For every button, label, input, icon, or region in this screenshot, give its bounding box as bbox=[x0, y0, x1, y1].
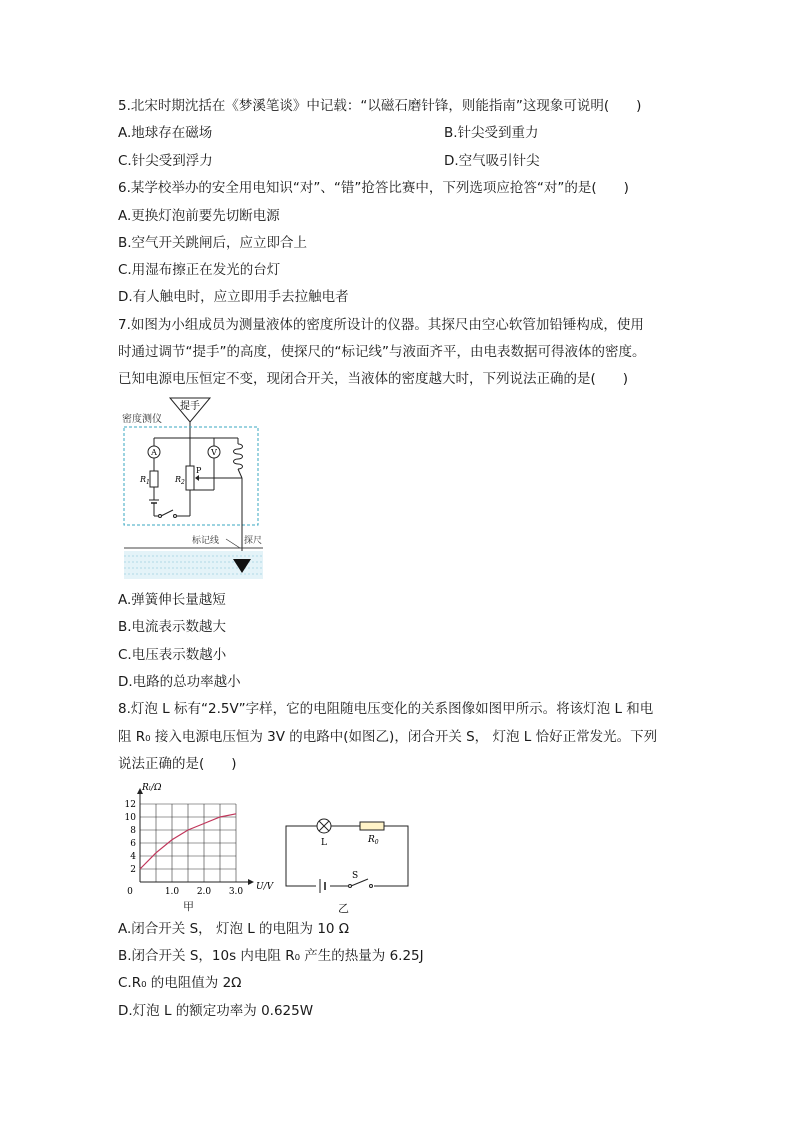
y-tick-label: 8 bbox=[130, 826, 136, 836]
q8-option-a: A.闭合开关 S， 灯泡 L 的电阻为 10 Ω bbox=[118, 921, 350, 937]
resistor-r2 bbox=[186, 466, 194, 490]
circuit-wire bbox=[286, 826, 408, 886]
q8-stem-line3: 说法正确的是( ) bbox=[118, 756, 237, 772]
q7-stem-line1: 7.如图为小组成员为测量液体的密度所设计的仪器。其探尺由空心软管加铅锤构成，使用 bbox=[118, 317, 644, 333]
device-label: 密度测仪 bbox=[122, 414, 162, 425]
switch-label: S bbox=[352, 871, 359, 881]
mark-line-label: 标记线 bbox=[192, 536, 220, 546]
q6-stem: 6.某学校举办的安全用电知识“对”、“错”抢答比赛中，下列选项应抢答“对”的是( ) bbox=[118, 180, 629, 196]
figure-jia-caption: 甲 bbox=[183, 900, 194, 913]
r1-label: $R_1$ bbox=[140, 475, 150, 486]
x-axis-arrow bbox=[248, 879, 254, 885]
resistor-r0 bbox=[360, 822, 384, 830]
q7-option-c: C.电压表示数越小 bbox=[118, 647, 227, 663]
q8-option-c: C.R₀ 的电阻值为 2Ω bbox=[118, 975, 242, 991]
q7-option-d: D.电路的总功率越小 bbox=[118, 674, 241, 690]
q6-option-a: A.更换灯泡前要先切断电源 bbox=[118, 208, 280, 224]
q5-option-c: C.针尖受到浮力 bbox=[118, 153, 213, 169]
x-tick-label: 0 bbox=[127, 887, 133, 897]
ammeter-label: A bbox=[151, 448, 157, 457]
q6-option-c: C.用湿布擦正在发光的台灯 bbox=[118, 262, 281, 278]
q7-option-b: B.电流表示数越大 bbox=[118, 619, 227, 635]
q5-stem: 5.北宋时期沈括在《梦溪笔谈》中记载：“以磁石磨针锋，则能指南”这现象可说明( ) bbox=[118, 98, 642, 114]
x-tick-label: 2.0 bbox=[196, 887, 212, 897]
q8-stem-line2: 阻 R₀ 接入电源电压恒为 3V 的电路中(如图乙)，闭合开关 S， 灯泡 L 恰好正常发光。下列 bbox=[118, 729, 658, 745]
x-tick-label: 3.0 bbox=[228, 887, 244, 897]
probe-label: 探尺 bbox=[244, 536, 263, 546]
q8-option-b: B.闭合开关 S，10s 内电阻 R₀ 产生的热量为 6.25J bbox=[118, 948, 424, 964]
r2-label: $R_2$ bbox=[175, 475, 185, 486]
lamp-label: L bbox=[321, 838, 327, 848]
density-meter-figure bbox=[118, 396, 278, 581]
y-tick-label: 6 bbox=[130, 839, 136, 849]
chart-xlabel: U/V bbox=[256, 882, 274, 892]
y-tick-label: 4 bbox=[130, 852, 136, 862]
switch-icon bbox=[161, 510, 173, 516]
y-tick-label: 2 bbox=[130, 865, 136, 875]
q7-option-a: A.弹簧伸长量越短 bbox=[118, 592, 226, 608]
y-tick-label: 12 bbox=[124, 800, 136, 810]
q5-option-d: D.空气吸引针尖 bbox=[444, 153, 540, 169]
chart-ylabel: Rₗ/Ω bbox=[142, 783, 162, 793]
chart-axes bbox=[137, 788, 254, 885]
x-tick-label: 1.0 bbox=[164, 887, 180, 897]
slider-label: P bbox=[196, 466, 202, 475]
q6-option-d: D.有人触电时，应立即用手去拉触电者 bbox=[118, 289, 349, 305]
q8-stem-line1: 8.灯泡 L 标有“2.5V”字样，它的电阻随电压变化的关系图像如图甲所示。将该灯泡 L 和电 bbox=[118, 701, 654, 717]
figure-yi-caption: 乙 bbox=[338, 902, 349, 915]
resistor-r1 bbox=[150, 471, 158, 487]
lamp-circuit-figure bbox=[282, 812, 412, 894]
q8-option-d: D.灯泡 L 的额定功率为 0.625W bbox=[118, 1003, 314, 1019]
chart-grid bbox=[140, 804, 236, 882]
resistance-voltage-chart bbox=[116, 778, 286, 898]
q5-option-a: A.地球存在磁场 bbox=[118, 125, 213, 141]
spring-icon bbox=[234, 444, 243, 469]
q5-option-b: B.针尖受到重力 bbox=[444, 125, 539, 141]
q7-stem-line3: 已知电源电压恒定不变，现闭合开关，当液体的密度越大时，下列说法正确的是( ) bbox=[118, 371, 629, 387]
q6-option-b: B.空气开关跳闸后，应立即合上 bbox=[118, 235, 308, 251]
y-tick-label: 10 bbox=[124, 813, 136, 823]
q7-stem-line2: 时通过调节“提手”的高度，使探尺的“标记线”与液面齐平，由电表数据可得液体的密度。 bbox=[118, 344, 646, 360]
r0-label: $R_0$ bbox=[368, 835, 379, 846]
slider-arrow bbox=[195, 475, 199, 481]
voltmeter-label: V bbox=[211, 448, 217, 457]
handle-label: 提手 bbox=[180, 401, 200, 412]
